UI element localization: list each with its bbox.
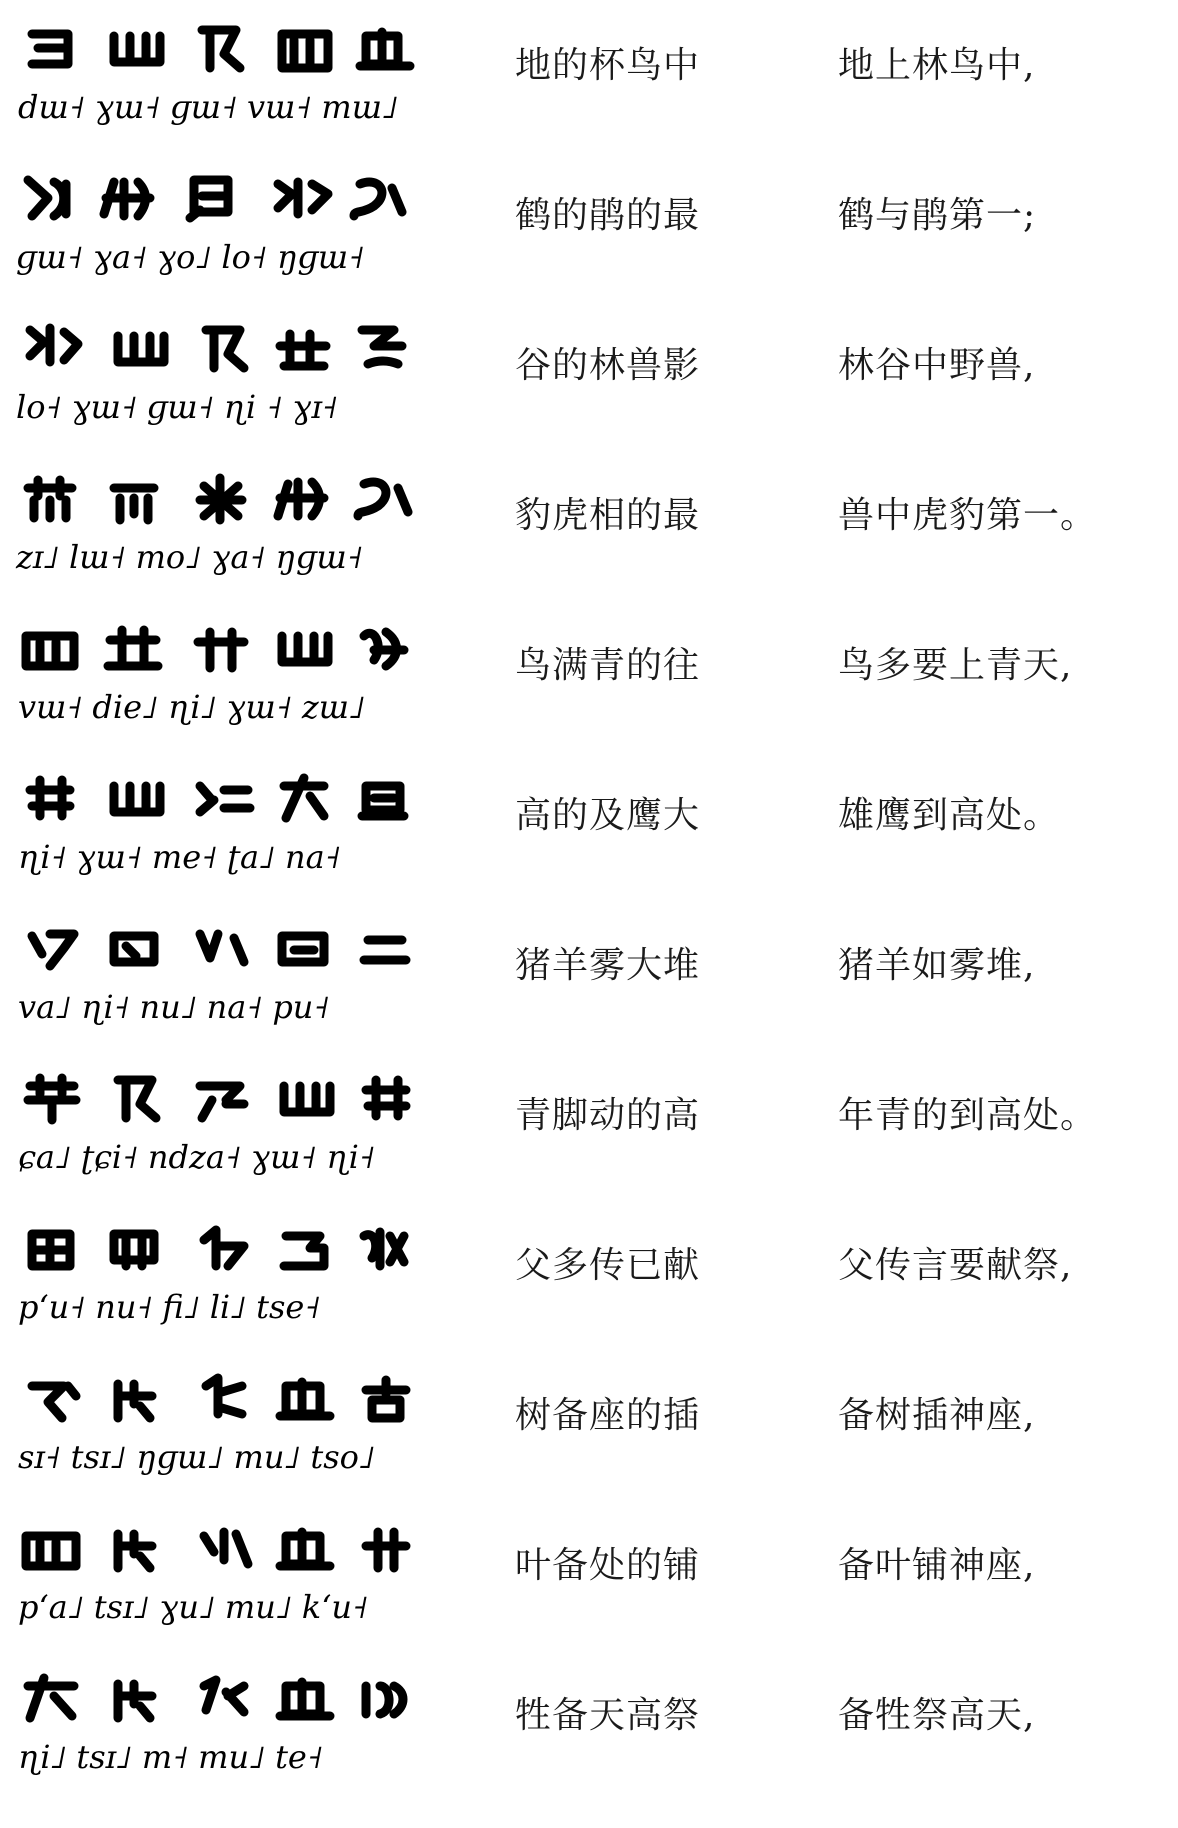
handwritten-script-image xyxy=(14,306,442,438)
verse-row-9 xyxy=(0,1200,1178,1350)
free-translation: 林谷中野兽, xyxy=(838,345,1036,386)
svg-text:ɕa˩ ʈɕi˧ ndza˧ ɣɯ˧ ɳi˧: ɕa˩ ʈɕi˧ ndza˧ ɣɯ˧ ɳi˧ xyxy=(18,1138,375,1176)
svg-text:ɳi˧ ɣɯ˧ me˧ ʈa˩ na˧: ɳi˧ ɣɯ˧ me˧ ʈa˩ na˧ xyxy=(18,838,341,876)
literal-translation: 豹虎相的最 xyxy=(515,495,701,536)
handwritten-script-image xyxy=(14,1656,442,1788)
free-translation: 鸟多要上青天, xyxy=(838,645,1073,686)
literal-translation: 树备座的插 xyxy=(515,1395,701,1436)
verse-row-1 xyxy=(0,0,1178,150)
svg-text:ɡɯ˧ ɣa˧ ɣo˩ lo˧ ŋɡɯ˧: ɡɯ˧ ɣa˧ ɣo˩ lo˧ ŋɡɯ˧ xyxy=(16,238,365,276)
verse-row-7 xyxy=(0,900,1178,1050)
free-translation: 父传言要献祭, xyxy=(838,1245,1073,1286)
literal-translation: 猪羊雾大堆 xyxy=(515,945,701,986)
svg-text:sɪ˧ tsɪ˩ ŋɡɯ˩ mu˩ tso˩: sɪ˧ tsɪ˩ ŋɡɯ˩ mu˩ tso˩ xyxy=(18,1438,375,1476)
handwritten-script-image xyxy=(14,756,442,888)
literal-translation: 高的及鹰大 xyxy=(515,795,701,836)
literal-translation: 父多传已献 xyxy=(515,1245,701,1286)
literal-translation: 鸟满青的往 xyxy=(515,645,701,686)
literal-translation: 鹤的鹃的最 xyxy=(515,195,701,236)
svg-text:pʻa˩ tsɪ˩ ɣu˩ mu˩ kʻu˧: pʻa˩ tsɪ˩ ɣu˩ mu˩ kʻu˧ xyxy=(18,1588,368,1626)
verse-row-4 xyxy=(0,450,1178,600)
handwritten-script-image xyxy=(14,156,442,288)
svg-text:ɳi˩ tsɪ˩ m˧ mu˩ te˧: ɳi˩ tsɪ˩ m˧ mu˩ te˧ xyxy=(18,1738,323,1776)
literal-translation: 谷的林兽影 xyxy=(515,345,701,386)
free-translation: 兽中虎豹第一。 xyxy=(838,495,1098,536)
free-translation: 年青的到高处。 xyxy=(838,1095,1098,1136)
free-translation: 雄鹰到高处。 xyxy=(838,795,1061,836)
verse-row-6 xyxy=(0,750,1178,900)
free-translation: 备牲祭高天, xyxy=(838,1695,1036,1736)
handwritten-script-image xyxy=(14,456,442,588)
free-translation: 备叶铺神座, xyxy=(838,1545,1036,1586)
romanization-line: dɯ˧ ɣɯ˧ ɡɯ˧ vɯ˧ mɯ˩ xyxy=(18,88,398,126)
verse-row-8 xyxy=(0,1050,1178,1200)
handwritten-script-image xyxy=(14,6,442,138)
literal-translation: 叶备处的铺 xyxy=(515,1545,701,1586)
verse-row-12 xyxy=(0,1650,1178,1800)
svg-text:pʻu˧ nu˧ fi˩ li˩ tse˧: pʻu˧ nu˧ fi˩ li˩ tse˧ xyxy=(18,1288,321,1326)
free-translation: 地上林鸟中, xyxy=(838,45,1036,86)
verse-row-5 xyxy=(0,600,1178,750)
free-translation: 鹤与鹃第一; xyxy=(838,195,1037,236)
handwritten-script-image xyxy=(14,1506,442,1638)
handwritten-script-image xyxy=(14,606,442,738)
verse-row-2 xyxy=(0,150,1178,300)
verse-row-10 xyxy=(0,1350,1178,1500)
handwritten-script-image xyxy=(14,1356,442,1488)
literal-translation: 青脚动的高 xyxy=(515,1095,701,1136)
literal-translation: 地的杯鸟中 xyxy=(515,45,701,86)
free-translation: 猪羊如雾堆, xyxy=(838,945,1036,986)
verse-row-11 xyxy=(0,1500,1178,1650)
handwritten-script-image xyxy=(14,906,442,1038)
free-translation: 备树插神座, xyxy=(838,1395,1036,1436)
svg-text:va˩ ɳi˧ nu˩ na˧ pu˧: va˩ ɳi˧ nu˩ na˧ pu˧ xyxy=(18,988,330,1026)
handwritten-script-image xyxy=(14,1056,442,1188)
svg-text:vɯ˧ die˩ ɳi˩ ɣɯ˧ zɯ˩: vɯ˧ die˩ ɳi˩ ɣɯ˧ zɯ˩ xyxy=(18,688,365,726)
handwritten-script-image xyxy=(14,1206,442,1338)
literal-translation: 牲备天高祭 xyxy=(515,1695,701,1736)
svg-text:lo˧ ɣɯ˧ ɡɯ˧ ɳi ˧ ɣɪ˧: lo˧ ɣɯ˧ ɡɯ˧ ɳi ˧ ɣɪ˧ xyxy=(16,388,338,426)
svg-text:zɪ˩ lɯ˧ mo˩ ɣa˧ ŋɡɯ˧: zɪ˩ lɯ˧ mo˩ ɣa˧ ŋɡɯ˧ xyxy=(16,538,363,576)
verse-row-3 xyxy=(0,300,1178,450)
